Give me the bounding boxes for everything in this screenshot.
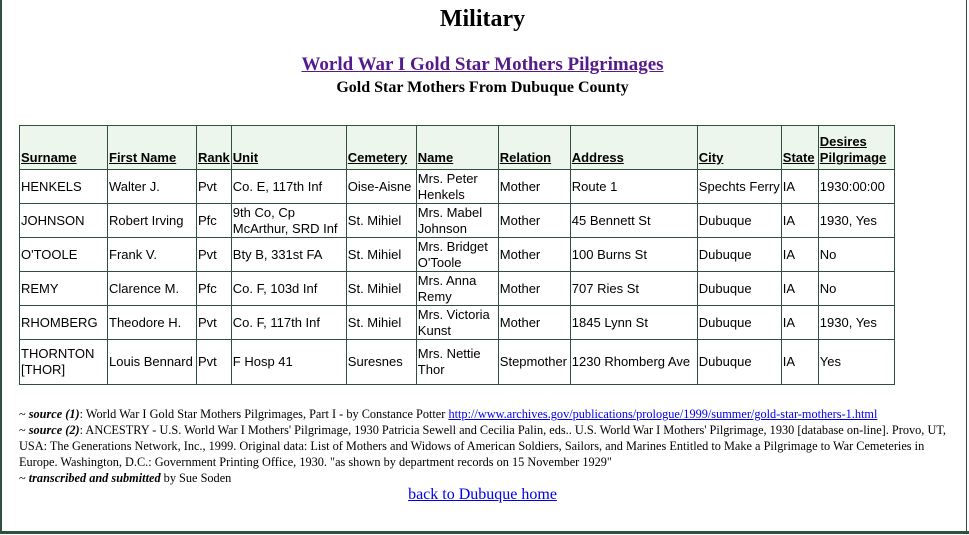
cell-city: Spechts Ferry (697, 170, 781, 204)
cell-cemetery: St. Mihiel (346, 238, 416, 272)
cell-name: Mrs. Anna Remy (416, 272, 498, 306)
cell-unit: Co. E, 117th Inf (231, 170, 346, 204)
cell-state: IA (781, 204, 818, 238)
header-name: Name (416, 126, 498, 170)
cell-rank: Pvt (197, 170, 232, 204)
cell-address: 707 Ries St (570, 272, 697, 306)
cell-state: IA (781, 306, 818, 340)
cell-name: Mrs. Bridget O'Toole (416, 238, 498, 272)
cell-city: Dubuque (697, 340, 781, 385)
table-header-row (20, 126, 895, 170)
cell-first-name: Theodore H. (108, 306, 197, 340)
cell-rank: Pvt (197, 306, 232, 340)
cell-address: 1230 Rhomberg Ave (570, 340, 697, 385)
cell-address: 100 Burns St (570, 238, 697, 272)
gold-star-mothers-table (19, 125, 895, 385)
sources-section (19, 406, 949, 486)
cell-state: IA (781, 170, 818, 204)
cell-address: Route 1 (570, 170, 697, 204)
header-city: City (697, 126, 781, 170)
cell-city: Dubuque (697, 238, 781, 272)
source-2-text: : ANCESTRY - U.S. World War I Mothers' Pilgrimage, 1930 Patricia Sewell and Cecilia Palin, eds.. U.S. World War I Mothers' Pilgrimage, 1930 [database on-line]. Provo, UT, USA: The Generations Network, Inc., 1999. Original data: List of Mothers and Widows of American Soldiers, Sailors, and Marines Entitled to Make a Pilgrimage to War Cemeteries in Europe. Washington, D.C.: Government Printing Office, 1930. "as shown by department records on 15 November 1929" (19, 423, 946, 469)
cell-desires-pilgrimage: 1930:00:00 (818, 170, 894, 204)
cell-state: IA (781, 272, 818, 306)
cell-desires-pilgrimage: Yes (818, 340, 894, 385)
credit-label: transcribed and submitted (28, 471, 161, 485)
header-first-name: First Name (108, 126, 197, 170)
cell-name: Mrs. Mabel Johnson (416, 204, 498, 238)
cell-unit: F Hosp 41 (231, 340, 346, 385)
pilgrimage-heading (0, 54, 965, 76)
cell-unit: Co. F, 117th Inf (231, 306, 346, 340)
transcription-credit (19, 470, 949, 486)
cell-unit: Co. F, 103d Inf (231, 272, 346, 306)
cell-surname: RHOMBERG (20, 306, 108, 340)
cell-relation: Mother (498, 306, 570, 340)
cell-first-name: Frank V. (108, 238, 197, 272)
source-1-prefix: ~ (19, 407, 29, 421)
header-cemetery: Cemetery (346, 126, 416, 170)
cell-rank: Pfc (197, 204, 232, 238)
cell-state: IA (781, 340, 818, 385)
cell-address: 1845 Lynn St (570, 306, 697, 340)
source-2-prefix: ~ (19, 423, 29, 437)
cell-cemetery: St. Mihiel (346, 204, 416, 238)
home-nav (0, 486, 965, 504)
cell-relation: Mother (498, 272, 570, 306)
cell-name: Mrs. Peter Henkels (416, 170, 498, 204)
cell-surname: THORNTON [THOR] (20, 340, 108, 385)
cell-cemetery: St. Mihiel (346, 306, 416, 340)
credit-prefix: ~ (19, 471, 29, 485)
cell-first-name: Clarence M. (108, 272, 197, 306)
cell-state: IA (781, 238, 818, 272)
cell-first-name: Walter J. (108, 170, 197, 204)
source-1-label: source (1) (28, 407, 80, 421)
cell-unit: 9th Co, Cp McArthur, SRD Inf (231, 204, 346, 238)
cell-cemetery: St. Mihiel (346, 272, 416, 306)
cell-surname: O'TOOLE (20, 238, 108, 272)
cell-relation: Stepmother (498, 340, 570, 385)
table-row (20, 204, 895, 238)
source-1-text: : World War I Gold Star Mothers Pilgrimages, Part I - by Constance Potter (79, 407, 449, 421)
source-2 (19, 422, 949, 470)
cell-desires-pilgrimage: 1930, Yes (818, 204, 894, 238)
cell-rank: Pvt (197, 340, 232, 385)
cell-desires-pilgrimage: 1930, Yes (818, 306, 894, 340)
source-2-label: source (2) (28, 423, 80, 437)
cell-city: Dubuque (697, 204, 781, 238)
cell-address: 45 Bennett St (570, 204, 697, 238)
pilgrimage-link[interactable]: World War I Gold Star Mothers Pilgrimages (301, 54, 664, 75)
header-surname: Surname (20, 126, 108, 170)
cell-first-name: Robert Irving (108, 204, 197, 238)
header-state: State (781, 126, 818, 170)
cell-relation: Mother (498, 204, 570, 238)
table-row (20, 170, 895, 204)
cell-surname: JOHNSON (20, 204, 108, 238)
source-1-link[interactable]: http://www.archives.gov/publications/prologue/1999/summer/gold-star-mothers-1.html (448, 407, 878, 421)
cell-rank: Pvt (197, 238, 232, 272)
cell-name: Mrs. Victoria Kunst (416, 306, 498, 340)
cell-surname: HENKELS (20, 170, 108, 204)
source-1 (19, 406, 949, 422)
cell-relation: Mother (498, 238, 570, 272)
page-border-right (966, 0, 967, 533)
cell-rank: Pfc (197, 272, 232, 306)
table-row (20, 306, 895, 340)
cell-cemetery: Oise-Aisne (346, 170, 416, 204)
cell-name: Mrs. Nettie Thor (416, 340, 498, 385)
table-row (20, 272, 895, 306)
credit-text: by Sue Soden (160, 471, 232, 485)
page-subtitle: Gold Star Mothers From Dubuque County (336, 79, 629, 96)
page-title: Military (439, 6, 526, 32)
back-to-home-link[interactable]: back to Dubuque home (408, 486, 557, 503)
cell-cemetery: Suresnes (346, 340, 416, 385)
cell-unit: Bty B, 331st FA (231, 238, 346, 272)
table-row (20, 340, 895, 385)
cell-city: Dubuque (697, 306, 781, 340)
header-rank: Rank (197, 126, 232, 170)
header-unit: Unit (231, 126, 346, 170)
cell-city: Dubuque (697, 272, 781, 306)
cell-surname: REMY (20, 272, 108, 306)
page-border-bottom (0, 531, 969, 534)
cell-relation: Mother (498, 170, 570, 204)
cell-first-name: Louis Bennard (108, 340, 197, 385)
cell-desires-pilgrimage: No (818, 238, 894, 272)
header-relation: Relation (498, 126, 570, 170)
header-address: Address (570, 126, 697, 170)
table-row (20, 238, 895, 272)
cell-desires-pilgrimage: No (818, 272, 894, 306)
header-desires-pilgrimage: Desires Pilgrimage (818, 126, 894, 170)
